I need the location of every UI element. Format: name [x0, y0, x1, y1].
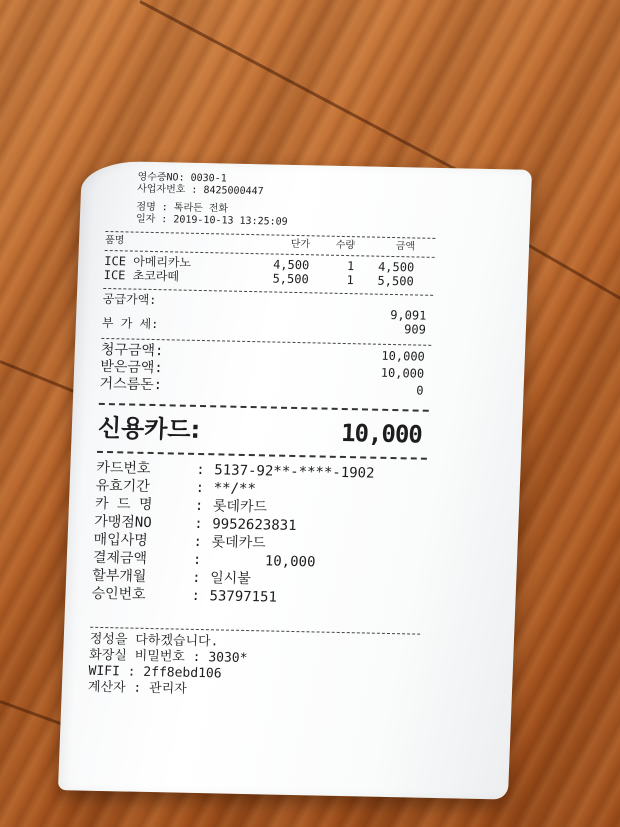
card-info-row: 유효기간 : **/** — [95, 477, 426, 502]
total-label: 받은금액: — [99, 358, 164, 377]
item-amount: 4,500 — [377, 259, 415, 275]
subtotal-label: 부 가 세: — [101, 315, 159, 332]
receipt-header — [136, 172, 438, 232]
card-info-key: 카 드 명 — [94, 495, 153, 514]
card-total — [97, 411, 428, 452]
restroom-password: 화장실 비밀번호 : 3030* — [88, 647, 248, 667]
card-info-value: **/** — [213, 480, 257, 498]
card-info-key: 가맹점NO — [93, 513, 153, 532]
card-info-row: 카 드 명 : 롯데카드 — [95, 495, 426, 520]
card-total-label: 신용카드: — [97, 413, 201, 444]
cashier: 계산자 : 관리자 — [87, 679, 188, 697]
total-value: 10,000 — [381, 348, 426, 364]
column-amount: 금액 — [395, 241, 416, 253]
item-qty: 1 — [346, 273, 354, 288]
card-info-row: 카드번호 : 5137-92**-****-1902 — [96, 459, 427, 484]
wifi-password: WIFI : 2ff8ebd106 — [88, 663, 222, 682]
item-qty: 1 — [346, 259, 355, 274]
column-name: 품명 — [104, 234, 125, 247]
item-price: 5,500 — [272, 271, 309, 287]
card-info-key: 카드번호 — [96, 459, 151, 477]
card-info-key: 결제금액 — [92, 549, 148, 567]
card-info-value: 9952623831 — [211, 516, 297, 535]
receipt-datetime: 일자 : 2019-10-13 13:25:09 — [135, 213, 288, 228]
item-name: ICE 아메리카노 — [104, 253, 192, 270]
item-name: ICE 초코라떼 — [103, 267, 180, 284]
divider — [97, 451, 427, 460]
card-info-row: 할부개월 : 일시불 — [92, 567, 423, 592]
card-info-key: 승인번호 — [91, 585, 146, 603]
card-info-value: 53797151 — [209, 588, 278, 606]
store-name: 점명 : 톡라든 전화 — [136, 201, 229, 215]
column-price: 단가 — [290, 238, 311, 251]
receipt-footer — [88, 632, 420, 703]
card-info-row: 매입사명 : 롯데카드 — [93, 531, 424, 556]
card-info-key: 유효기간 — [95, 477, 151, 495]
column-qty: 수량 — [335, 239, 356, 252]
card-info-key: 할부개월 — [91, 567, 147, 585]
card-info-value: 5137-92**-****-1902 — [214, 462, 375, 482]
total-value: 0 — [416, 383, 424, 398]
subtotal-value: 9,091 — [389, 307, 427, 323]
card-info-value: 롯데카드 — [211, 534, 266, 552]
thanks-message: 정성을 다하겠습니다. — [89, 631, 219, 650]
subtotal-label: 공급가액: — [102, 291, 157, 308]
total-label: 거스름돈: — [99, 375, 163, 394]
item-price: 4,500 — [272, 257, 310, 273]
total-label: 청구금액: — [100, 341, 164, 360]
card-info-row: 승인번호 : 53797151 — [91, 585, 422, 610]
card-info — [91, 459, 426, 610]
wood-plank-seam — [0, 360, 84, 396]
total-value: 10,000 — [380, 365, 425, 381]
card-info-value: 10,000 — [264, 553, 316, 571]
business-number: 사업자번호 : 8425000447 — [136, 183, 264, 198]
card-info-row: 결제금액 : 10,000 — [93, 549, 424, 574]
receipt-print — [88, 171, 438, 703]
card-total-value: 10,000 — [340, 418, 423, 449]
card-info-value: 롯데카드 — [212, 498, 268, 516]
receipt — [58, 160, 532, 799]
card-info-row: 가맹점NO : 9952623831 — [94, 513, 425, 538]
card-info-value: 일시불 — [209, 570, 252, 588]
subtotal-value: 909 — [403, 322, 427, 337]
card-info-key: 매입사명 — [93, 531, 148, 549]
receipt-number: 영수증NO: 0030-1 — [137, 171, 227, 185]
item-amount: 5,500 — [377, 273, 414, 289]
divider — [99, 403, 429, 412]
